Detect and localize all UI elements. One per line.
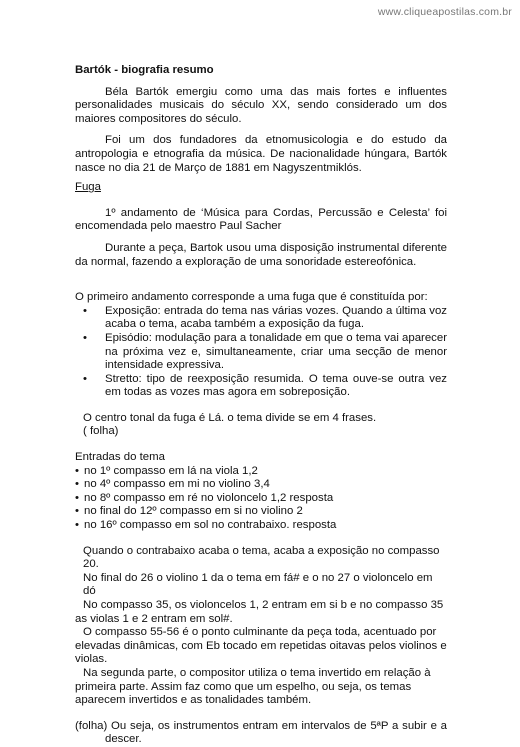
intro-paragraph-2: Foi um dos fundadores da etnomusicologia e do estudo da antropologia e etnografia da música. De nacionalidade húngara, Bartók nasce no dia 21 de Março de 1881 em Nagyszentmiklós.	[75, 134, 447, 174]
bullet-icon: •	[75, 505, 79, 518]
list-item	[75, 505, 447, 519]
fuga-heading: Fuga	[75, 181, 101, 194]
fuga-paragraph-2: Durante a peça, Bartok usou uma disposição instrumental diferente da normal, fazendo a exploração de uma sonoridade estereofónica.	[75, 241, 447, 268]
structure-list	[75, 305, 447, 400]
structure-intro: O primeiro andamento corresponde a uma fuga que é constituída por:	[75, 291, 428, 304]
bullet-icon: •	[83, 331, 87, 344]
list-item	[75, 465, 447, 479]
list-item-text: no 8º compasso em ré no violoncelo 1,2 resposta	[84, 491, 334, 504]
bullet-icon: •	[75, 464, 79, 477]
development-block	[75, 545, 447, 708]
bullet-icon: •	[83, 304, 87, 317]
list-item-text: Episódio: modulação para a tonalidade em que o tema vai aparecer na próxima vez e, simultaneamente, criar uma secção de menor intensidade expressiva.	[105, 331, 447, 372]
fuga-paragraph-1: 1º andamento de ‘Música para Cordas, Percussão e Celesta’ foi encomendada pelo maestro Paul Sacher	[75, 206, 447, 233]
list-item-text: no 16º compasso em sol no contrabaixo. resposta	[84, 519, 337, 532]
list-item	[75, 478, 447, 492]
document-title: Bartók - biografia resumo	[75, 64, 214, 76]
list-item	[75, 373, 447, 400]
list-item	[75, 519, 447, 533]
list-item-text: no 4º compasso em mi no violino 3,4	[84, 478, 270, 491]
list-item-text: no 1º compasso em lá na viola 1,2	[84, 464, 258, 477]
list-item-text: Exposição: entrada do tema nas várias vozes. Quando a última voz acaba o tema, acaba também a exposição da fuga.	[105, 304, 447, 331]
bullet-icon: •	[83, 372, 87, 385]
closing-note: (folha) Ou seja, os instrumentos entram em intervalos de 5ªP a subir e a descer.	[75, 719, 447, 746]
bullet-icon: •	[75, 478, 79, 491]
folha-note: ( folha)	[83, 425, 119, 438]
intro-paragraph-1: Béla Bartók emergiu como uma das mais fortes e influentes personalidades musicais do século XX, sendo considerado um dos maiores compositores do século.	[75, 85, 447, 125]
list-item	[75, 332, 447, 373]
development-line-4: O compasso 55-56 é o ponto culminante da peça toda, acentuado por elevadas dinâmicas, com Eb tocado em repetidas oitavas pelos violinos e violas.	[75, 626, 447, 666]
tonal-center: O centro tonal da fuga é Lá. o tema divide se em 4 frases.	[83, 411, 377, 424]
development-line-3: No compasso 35, os violoncelos 1, 2 entram em si b e no compasso 35 as violas 1 e 2 entram em sol#.	[75, 599, 444, 625]
bullet-icon: •	[75, 519, 79, 532]
bullet-icon: •	[75, 491, 79, 504]
entradas-list	[75, 465, 447, 533]
entradas-heading: Entradas do tema	[75, 451, 165, 464]
document-page	[75, 64, 447, 747]
development-line-1: Quando o contrabaixo acaba o tema, acaba a exposição no compasso 20.	[83, 544, 440, 571]
list-item-text: Stretto: tipo de reexposição resumida. O tema ouve-se outra vez em todas as vozes mas agora em sobreposição.	[105, 372, 447, 399]
list-item	[75, 492, 447, 506]
list-item	[75, 305, 447, 332]
development-line-2: No final do 26 o violino 1 da o tema em fá# e o no 27 o violoncelo em dó	[83, 571, 433, 598]
site-watermark: www.cliqueapostilas.com.br	[377, 6, 512, 18]
list-item-text: no final do 12º compasso em si no violino 2	[84, 505, 303, 518]
development-line-5: Na segunda parte, o compositor utiliza o tema invertido em relação à primeira parte. Assim faz como que um espelho, ou seja, os temas aparecem invertidos e as tonalidades também.	[75, 666, 431, 707]
